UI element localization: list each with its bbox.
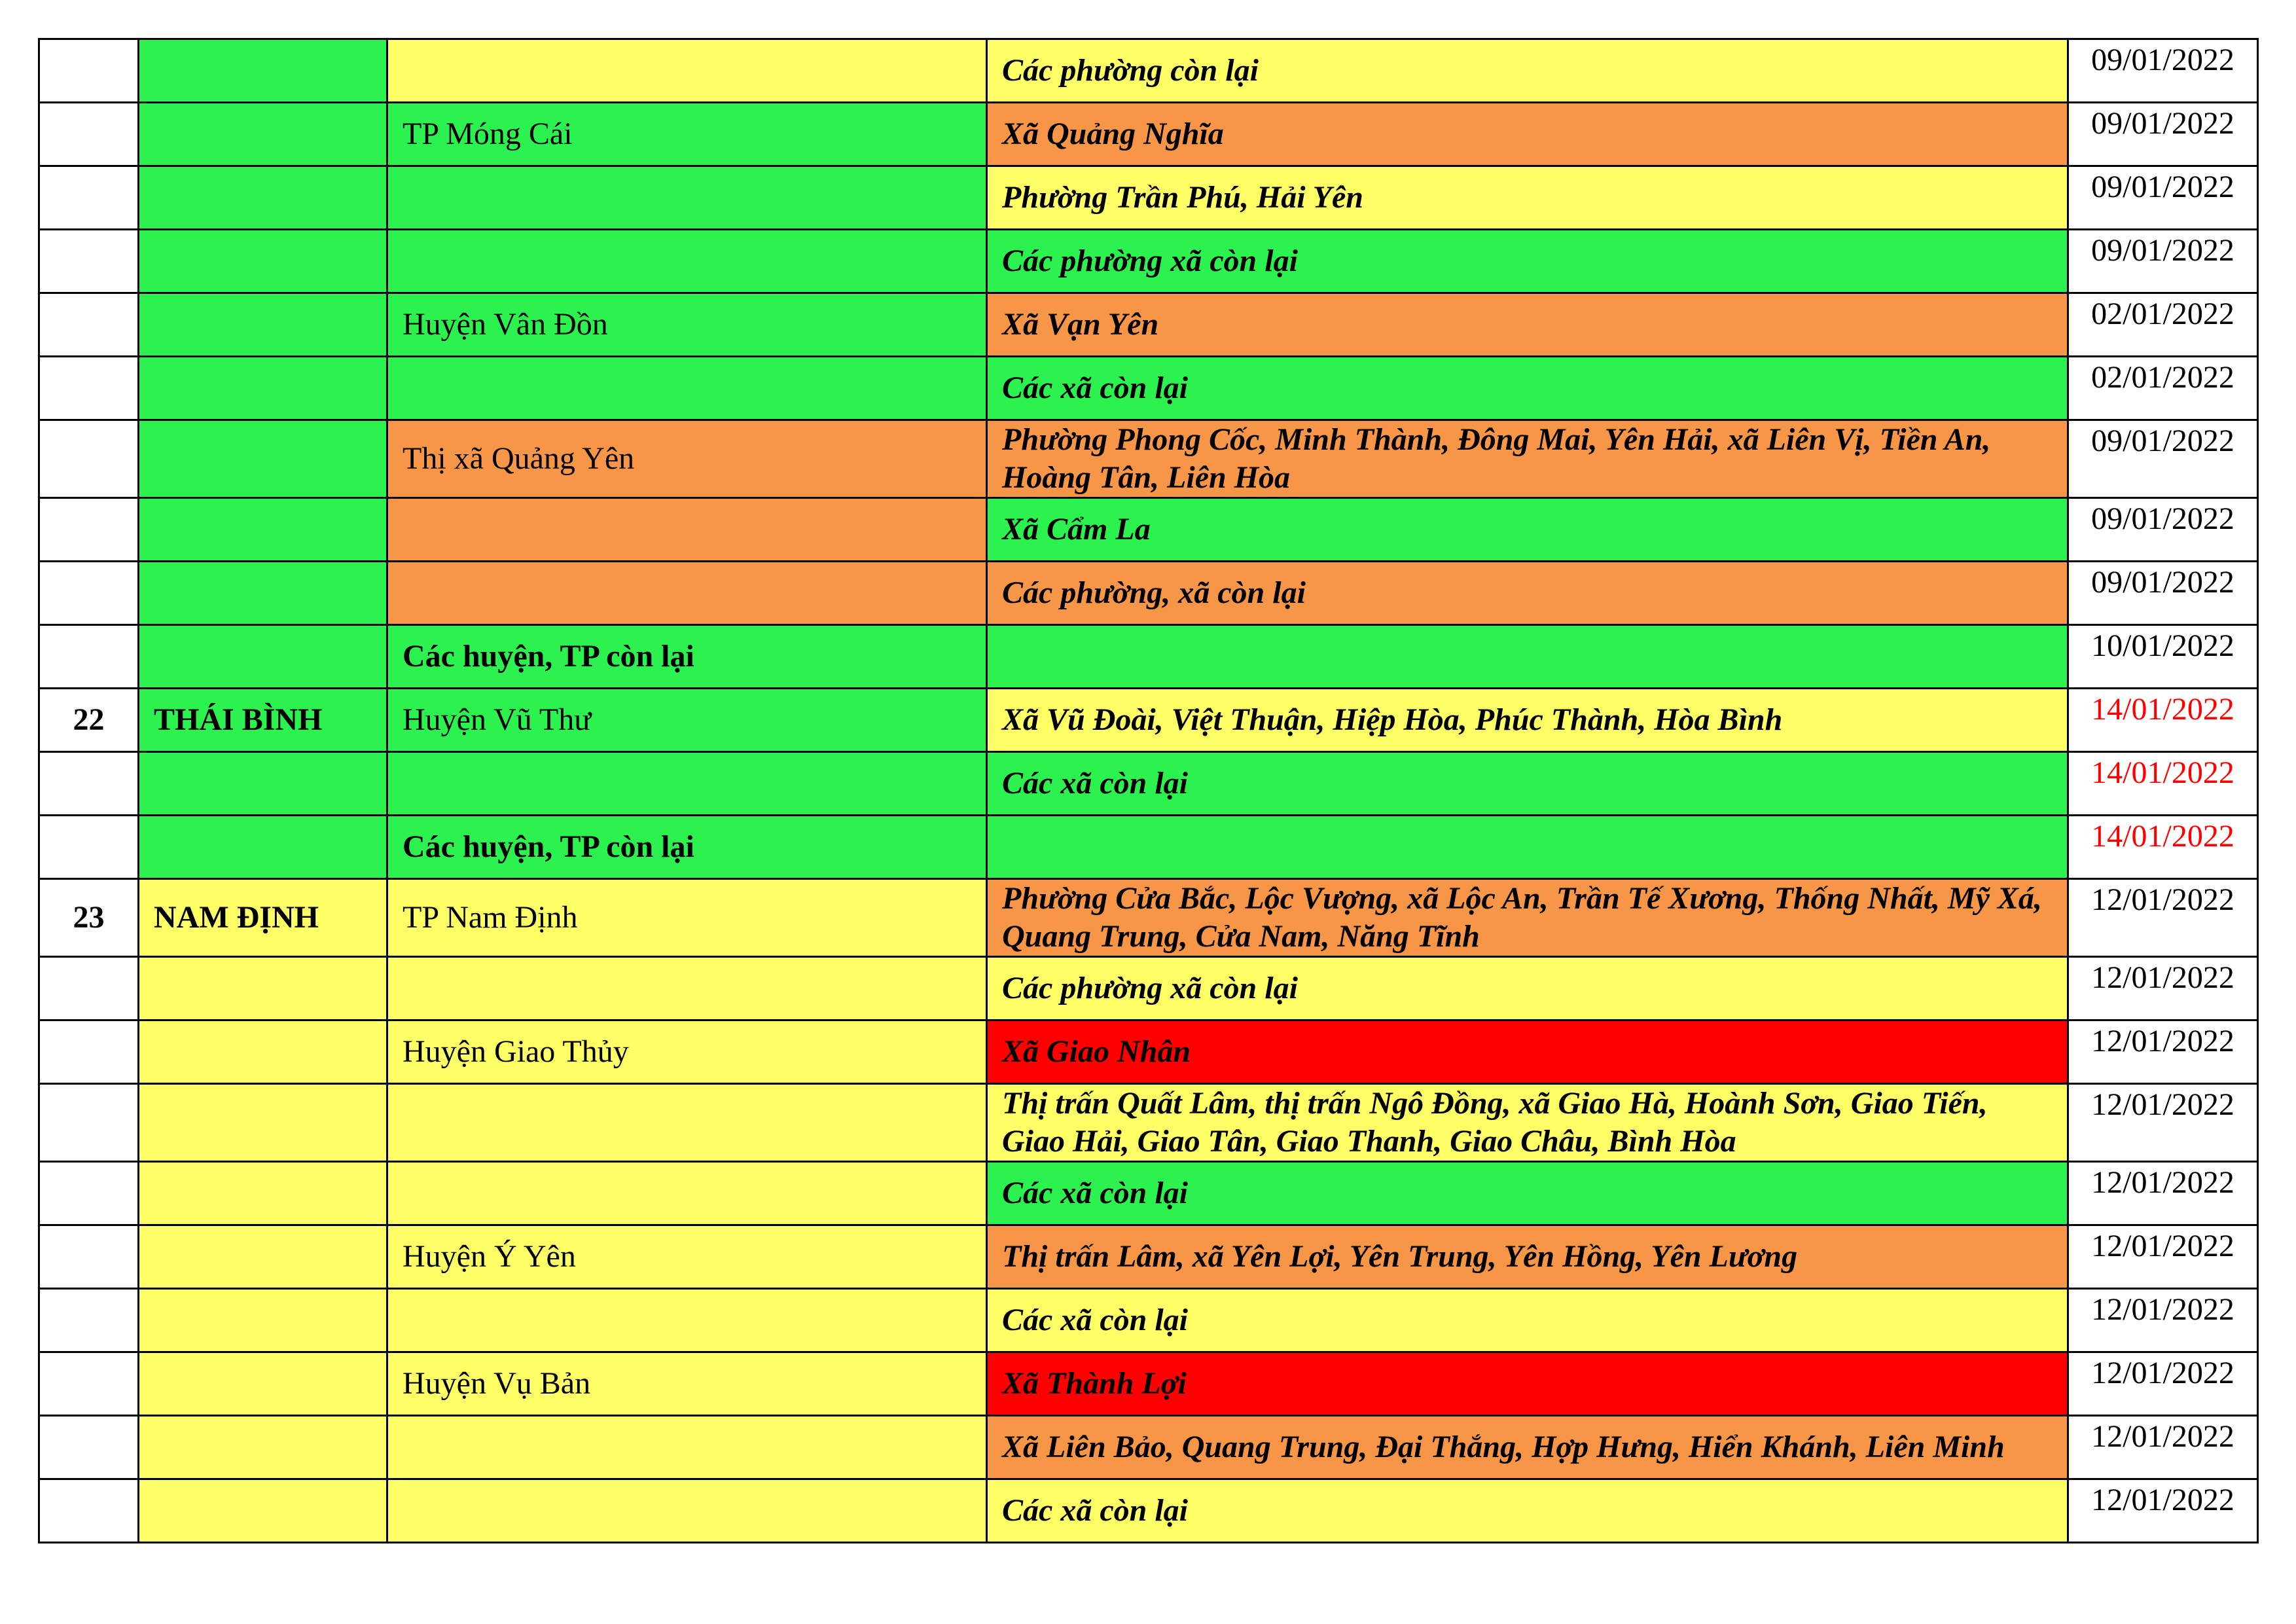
province-cell: THÁI BÌNH (139, 689, 387, 752)
district-cell: Huyện Vũ Thư (387, 689, 987, 752)
district-cell (387, 1416, 987, 1479)
table-row (39, 1479, 2258, 1543)
district-cell (387, 562, 987, 625)
table-row (39, 1416, 2258, 1479)
district-cell: Các huyện, TP còn lại (387, 816, 987, 879)
district-cell (387, 752, 987, 816)
table-row (39, 498, 2258, 562)
district-cell (387, 166, 987, 230)
row-number-cell: 23 (39, 879, 139, 957)
table-row (39, 1084, 2258, 1162)
row-number-cell (39, 1416, 139, 1479)
row-number-cell (39, 1020, 139, 1084)
table-row (39, 39, 2258, 103)
table-row (39, 816, 2258, 879)
table-row (39, 689, 2258, 752)
date-cell: 12/01/2022 (2068, 1162, 2258, 1225)
date-cell: 02/01/2022 (2068, 293, 2258, 357)
date-cell: 12/01/2022 (2068, 879, 2258, 957)
date-cell: 09/01/2022 (2068, 498, 2258, 562)
province-cell (139, 1020, 387, 1084)
ward-cell: Các phường còn lại (987, 39, 2068, 103)
province-cell (139, 166, 387, 230)
ward-cell: Các phường, xã còn lại (987, 562, 2068, 625)
province-cell (139, 230, 387, 293)
ward-cell: Các phường xã còn lại (987, 230, 2068, 293)
ward-cell: Phường Cửa Bắc, Lộc Vượng, xã Lộc An, Trần Tế Xương, Thống Nhất, Mỹ Xá, Quang Trung, Cửa Nam, Năng Tĩnh (987, 879, 2068, 957)
province-cell (139, 1479, 387, 1543)
district-cell: Huyện Vụ Bản (387, 1352, 987, 1416)
date-cell: 14/01/2022 (2068, 816, 2258, 879)
ward-cell: Phường Trần Phú, Hải Yên (987, 166, 2068, 230)
row-number-cell (39, 357, 139, 420)
table-row (39, 1162, 2258, 1225)
date-cell: 09/01/2022 (2068, 166, 2258, 230)
table-row (39, 752, 2258, 816)
district-cell (387, 1084, 987, 1162)
province-cell: NAM ĐỊNH (139, 879, 387, 957)
row-number-cell (39, 816, 139, 879)
date-cell: 14/01/2022 (2068, 689, 2258, 752)
district-cell (387, 1289, 987, 1352)
table-row (39, 1352, 2258, 1416)
ward-cell: Phường Phong Cốc, Minh Thành, Đông Mai, Yên Hải, xã Liên Vị, Tiền An, Hoàng Tân, Liên Hòa (987, 420, 2068, 498)
row-number-cell (39, 166, 139, 230)
date-cell: 12/01/2022 (2068, 1416, 2258, 1479)
row-number-cell (39, 562, 139, 625)
district-cell: Huyện Giao Thủy (387, 1020, 987, 1084)
row-number-cell (39, 39, 139, 103)
ward-cell: Xã Vũ Đoài, Việt Thuận, Hiệp Hòa, Phúc Thành, Hòa Bình (987, 689, 2068, 752)
province-cell (139, 1416, 387, 1479)
district-cell (387, 39, 987, 103)
province-cell (139, 103, 387, 166)
district-cell (387, 498, 987, 562)
table-row (39, 230, 2258, 293)
district-cell (387, 957, 987, 1020)
date-cell: 12/01/2022 (2068, 1289, 2258, 1352)
ward-cell: Xã Liên Bảo, Quang Trung, Đại Thắng, Hợp Hưng, Hiển Khánh, Liên Minh (987, 1416, 2068, 1479)
ward-cell: Xã Thành Lợi (987, 1352, 2068, 1416)
row-number-cell (39, 230, 139, 293)
district-cell: Huyện Vân Đồn (387, 293, 987, 357)
ward-cell: Các phường xã còn lại (987, 957, 2068, 1020)
district-cell (387, 1162, 987, 1225)
row-number-cell (39, 1479, 139, 1543)
date-cell: 10/01/2022 (2068, 625, 2258, 689)
date-cell: 12/01/2022 (2068, 1479, 2258, 1543)
row-number-cell (39, 1289, 139, 1352)
district-cell: TP Nam Định (387, 879, 987, 957)
date-cell: 09/01/2022 (2068, 230, 2258, 293)
ward-cell: Các xã còn lại (987, 1162, 2068, 1225)
table-row (39, 293, 2258, 357)
date-cell: 09/01/2022 (2068, 420, 2258, 498)
province-cell (139, 1352, 387, 1416)
district-cell: TP Móng Cái (387, 103, 987, 166)
row-number-cell (39, 1084, 139, 1162)
district-cell (387, 1479, 987, 1543)
row-number-cell (39, 625, 139, 689)
district-cell: Huyện Ý Yên (387, 1225, 987, 1289)
table-row (39, 1020, 2258, 1084)
row-number-cell (39, 293, 139, 357)
province-cell (139, 357, 387, 420)
ward-cell: Xã Cẩm La (987, 498, 2068, 562)
province-cell (139, 1162, 387, 1225)
province-cell (139, 420, 387, 498)
ward-cell: Các xã còn lại (987, 357, 2068, 420)
date-cell: 12/01/2022 (2068, 1084, 2258, 1162)
ward-cell: Các xã còn lại (987, 752, 2068, 816)
row-number-cell (39, 957, 139, 1020)
province-cell (139, 1084, 387, 1162)
ward-cell (987, 816, 2068, 879)
date-cell: 14/01/2022 (2068, 752, 2258, 816)
table-row (39, 879, 2258, 957)
table-row (39, 420, 2258, 498)
province-cell (139, 816, 387, 879)
ward-cell: Các xã còn lại (987, 1289, 2068, 1352)
district-cell: Thị xã Quảng Yên (387, 420, 987, 498)
row-number-cell (39, 1352, 139, 1416)
date-cell: 02/01/2022 (2068, 357, 2258, 420)
table-row (39, 166, 2258, 230)
date-cell: 09/01/2022 (2068, 39, 2258, 103)
table-row (39, 562, 2258, 625)
province-cell (139, 39, 387, 103)
province-cell (139, 1289, 387, 1352)
row-number-cell (39, 103, 139, 166)
district-cell: Các huyện, TP còn lại (387, 625, 987, 689)
date-cell: 12/01/2022 (2068, 1352, 2258, 1416)
province-cell (139, 293, 387, 357)
table-row (39, 357, 2258, 420)
row-number-cell (39, 498, 139, 562)
ward-cell: Xã Quảng Nghĩa (987, 103, 2068, 166)
ward-cell (987, 625, 2068, 689)
date-cell: 12/01/2022 (2068, 1225, 2258, 1289)
table-row (39, 625, 2258, 689)
table-row (39, 1289, 2258, 1352)
date-cell: 09/01/2022 (2068, 562, 2258, 625)
covid-risk-level-table (38, 38, 2259, 1543)
province-cell (139, 1225, 387, 1289)
province-cell (139, 752, 387, 816)
province-cell (139, 957, 387, 1020)
table-row (39, 1225, 2258, 1289)
table-row (39, 957, 2258, 1020)
ward-cell: Xã Giao Nhân (987, 1020, 2068, 1084)
table-row (39, 103, 2258, 166)
ward-cell: Thị trấn Lâm, xã Yên Lợi, Yên Trung, Yên Hồng, Yên Lương (987, 1225, 2068, 1289)
ward-cell: Thị trấn Quất Lâm, thị trấn Ngô Đồng, xã Giao Hà, Hoành Sơn, Giao Tiến, Giao Hải, Giao Tân, Giao Thanh, Giao Châu, Bình Hòa (987, 1084, 2068, 1162)
ward-cell: Xã Vạn Yên (987, 293, 2068, 357)
district-cell (387, 230, 987, 293)
row-number-cell: 22 (39, 689, 139, 752)
province-cell (139, 498, 387, 562)
district-cell (387, 357, 987, 420)
date-cell: 12/01/2022 (2068, 1020, 2258, 1084)
province-cell (139, 562, 387, 625)
row-number-cell (39, 420, 139, 498)
row-number-cell (39, 752, 139, 816)
ward-cell: Các xã còn lại (987, 1479, 2068, 1543)
province-cell (139, 625, 387, 689)
date-cell: 09/01/2022 (2068, 103, 2258, 166)
row-number-cell (39, 1162, 139, 1225)
date-cell: 12/01/2022 (2068, 957, 2258, 1020)
row-number-cell (39, 1225, 139, 1289)
